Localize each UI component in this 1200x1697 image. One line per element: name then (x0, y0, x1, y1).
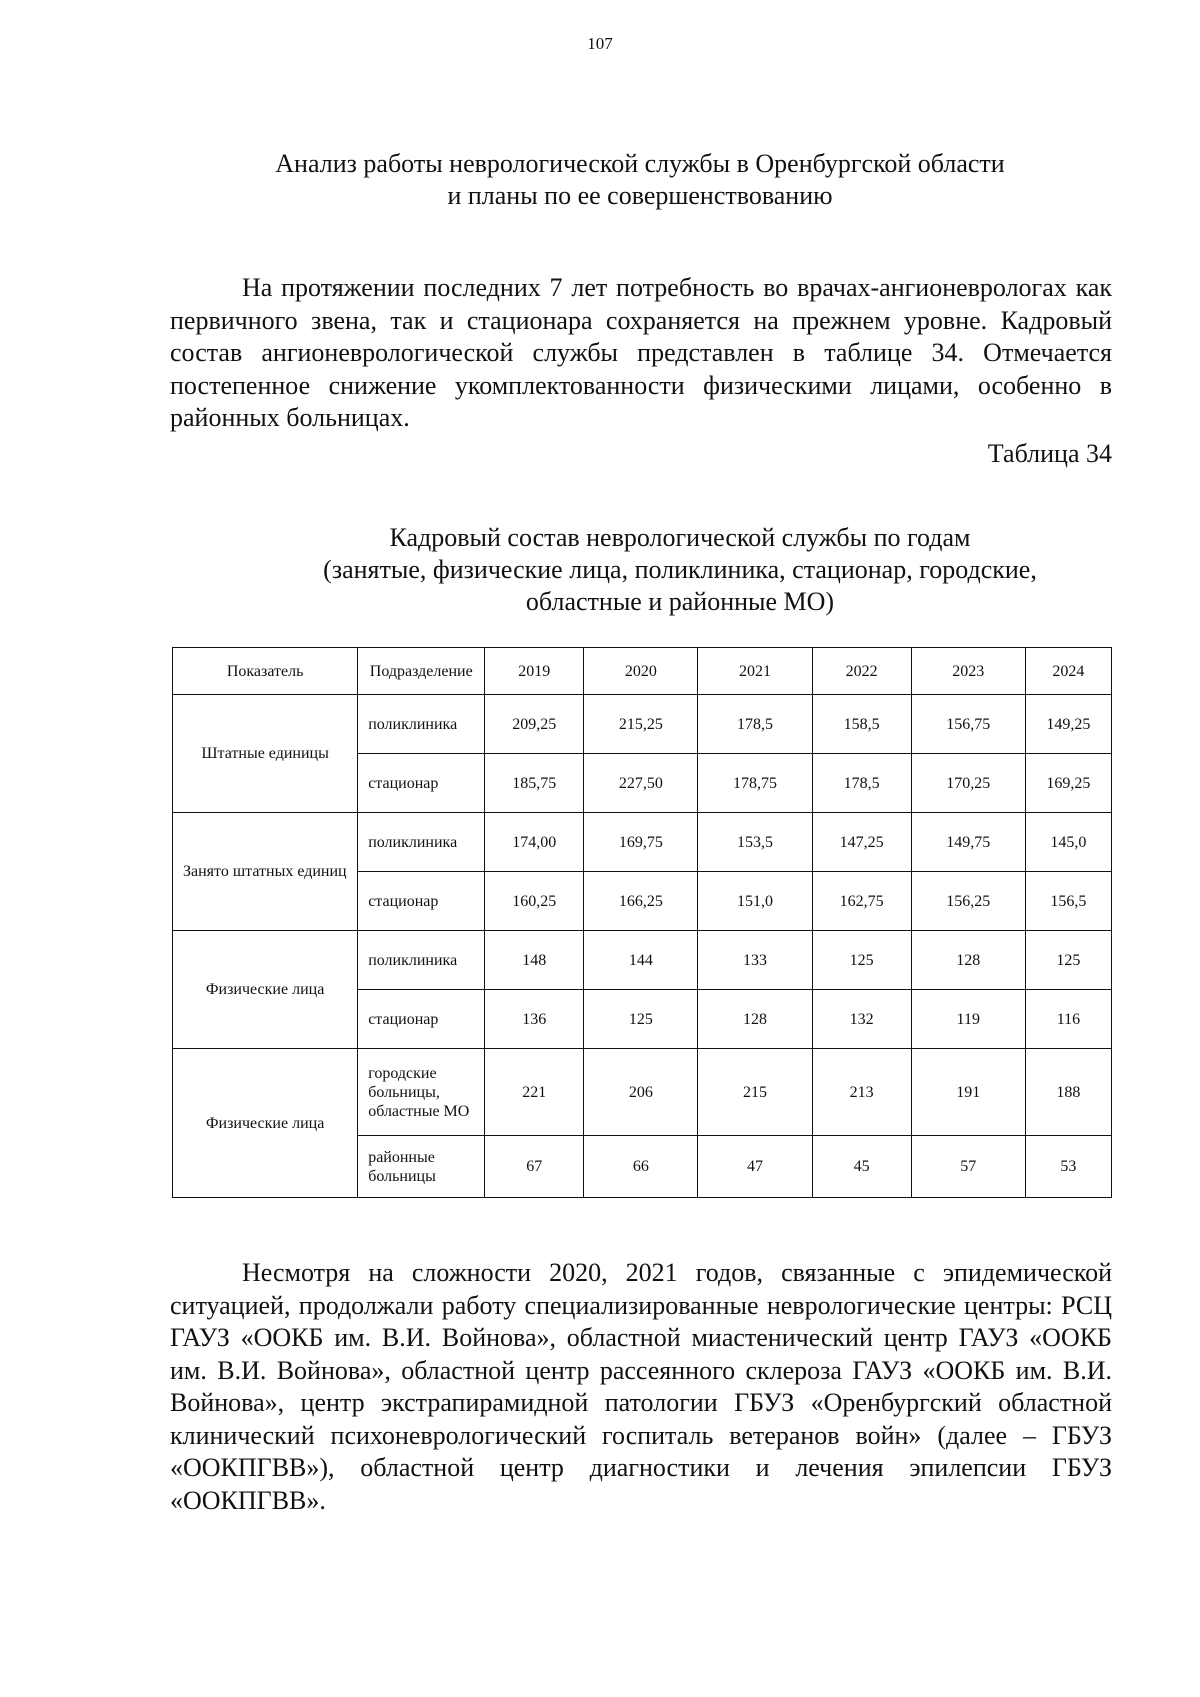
value-cell: 185,75 (485, 754, 584, 813)
header-indicator: Показатель (173, 648, 358, 695)
value-cell: 125 (1025, 931, 1111, 990)
value-cell: 178,5 (812, 754, 911, 813)
indicator-cell: Физические лица (173, 1049, 358, 1198)
title-line-1: Анализ работы неврологической службы в Оренбургской области (275, 149, 1005, 178)
value-cell: 45 (812, 1136, 911, 1198)
value-cell: 148 (485, 931, 584, 990)
caption-line-3: областные и районные МО) (525, 587, 835, 616)
unit-cell: городские больницы, областные МО (358, 1049, 485, 1136)
value-cell: 47 (698, 1136, 812, 1198)
value-cell: 145,0 (1025, 813, 1111, 872)
caption-line-1: Кадровый состав неврологической службы по годам (389, 523, 971, 552)
indicator-cell: Штатные единицы (173, 695, 358, 813)
value-cell: 206 (584, 1049, 698, 1136)
header-unit: Подразделение (358, 648, 485, 695)
value-cell: 169,75 (584, 813, 698, 872)
value-cell: 209,25 (485, 695, 584, 754)
indicator-cell: Физические лица (173, 931, 358, 1049)
caption-line-2: (занятые, физические лица, поликлиника, стационар, городские, (323, 555, 1037, 584)
value-cell: 213 (812, 1049, 911, 1136)
header-year: 2021 (698, 648, 812, 695)
header-year: 2020 (584, 648, 698, 695)
document-title (160, 148, 1120, 212)
value-cell: 144 (584, 931, 698, 990)
value-cell: 119 (911, 990, 1025, 1049)
unit-cell: районные больницы (358, 1136, 485, 1198)
value-cell: 188 (1025, 1049, 1111, 1136)
value-cell: 147,25 (812, 813, 911, 872)
unit-cell: стационар (358, 872, 485, 931)
intro-paragraph: На протяжении последних 7 лет потребность во врачах-ангионеврологах как первичного звена, так и стационара сохраняется на прежнем уровне. Кадровый состав ангионеврологической службы представлен в таблице 34. Отмечается постепенное снижение укомплектованности физическими лицами, особенно в районных больницах. (170, 273, 1112, 432)
value-cell: 156,25 (911, 872, 1025, 931)
value-cell: 227,50 (584, 754, 698, 813)
value-cell: 133 (698, 931, 812, 990)
value-cell: 67 (485, 1136, 584, 1198)
staff-table (172, 647, 1112, 1198)
value-cell: 162,75 (812, 872, 911, 931)
value-cell: 132 (812, 990, 911, 1049)
table-row (173, 931, 1112, 990)
unit-cell: поликлиника (358, 813, 485, 872)
unit-cell: поликлиника (358, 695, 485, 754)
table-label: Таблица 34 (987, 439, 1112, 468)
centers-paragraph: Несмотря на сложности 2020, 2021 годов, связанные с эпидемической ситуацией, продолжали работу специализированные неврологические центры: РСЦ ГАУЗ «ООКБ им. В.И. Войнова», областной миастенический центр ГАУЗ «ООКБ им. В.И. Войнова», областной центр рассеянного склероза ГАУЗ «ООКБ им. В.И. Войнова», центр экстрапирамидной патологии ГБУЗ «Оренбургский областной клинический психоневрологический госпиталь ветеранов войн» (далее – ГБУЗ «ООКПГВВ»), областной центр диагностики и лечения эпилепсии ГБУЗ «ООКПГВВ». (170, 1258, 1112, 1515)
value-cell: 191 (911, 1049, 1025, 1136)
value-cell: 215,25 (584, 695, 698, 754)
header-year: 2019 (485, 648, 584, 695)
value-cell: 125 (584, 990, 698, 1049)
value-cell: 116 (1025, 990, 1111, 1049)
page-number: 107 (587, 34, 613, 53)
header-year: 2023 (911, 648, 1025, 695)
value-cell: 158,5 (812, 695, 911, 754)
table-row (173, 813, 1112, 872)
value-cell: 53 (1025, 1136, 1111, 1198)
table-row (173, 1049, 1112, 1136)
unit-cell: стационар (358, 990, 485, 1049)
header-year: 2024 (1025, 648, 1111, 695)
value-cell: 174,00 (485, 813, 584, 872)
value-cell: 169,25 (1025, 754, 1111, 813)
table-header-row (173, 648, 1112, 695)
value-cell: 156,5 (1025, 872, 1111, 931)
value-cell: 160,25 (485, 872, 584, 931)
table-row (173, 695, 1112, 754)
value-cell: 166,25 (584, 872, 698, 931)
value-cell: 66 (584, 1136, 698, 1198)
title-line-2: и планы по ее совершенствованию (447, 181, 833, 210)
indicator-cell: Занято штатных единиц (173, 813, 358, 931)
value-cell: 215 (698, 1049, 812, 1136)
header-year: 2022 (812, 648, 911, 695)
value-cell: 149,25 (1025, 695, 1111, 754)
value-cell: 57 (911, 1136, 1025, 1198)
unit-cell: стационар (358, 754, 485, 813)
value-cell: 136 (485, 990, 584, 1049)
value-cell: 149,75 (911, 813, 1025, 872)
value-cell: 178,5 (698, 695, 812, 754)
value-cell: 156,75 (911, 695, 1025, 754)
value-cell: 128 (698, 990, 812, 1049)
value-cell: 153,5 (698, 813, 812, 872)
value-cell: 221 (485, 1049, 584, 1136)
value-cell: 125 (812, 931, 911, 990)
table-caption (270, 522, 1090, 618)
unit-cell: поликлиника (358, 931, 485, 990)
value-cell: 178,75 (698, 754, 812, 813)
value-cell: 128 (911, 931, 1025, 990)
value-cell: 170,25 (911, 754, 1025, 813)
value-cell: 151,0 (698, 872, 812, 931)
